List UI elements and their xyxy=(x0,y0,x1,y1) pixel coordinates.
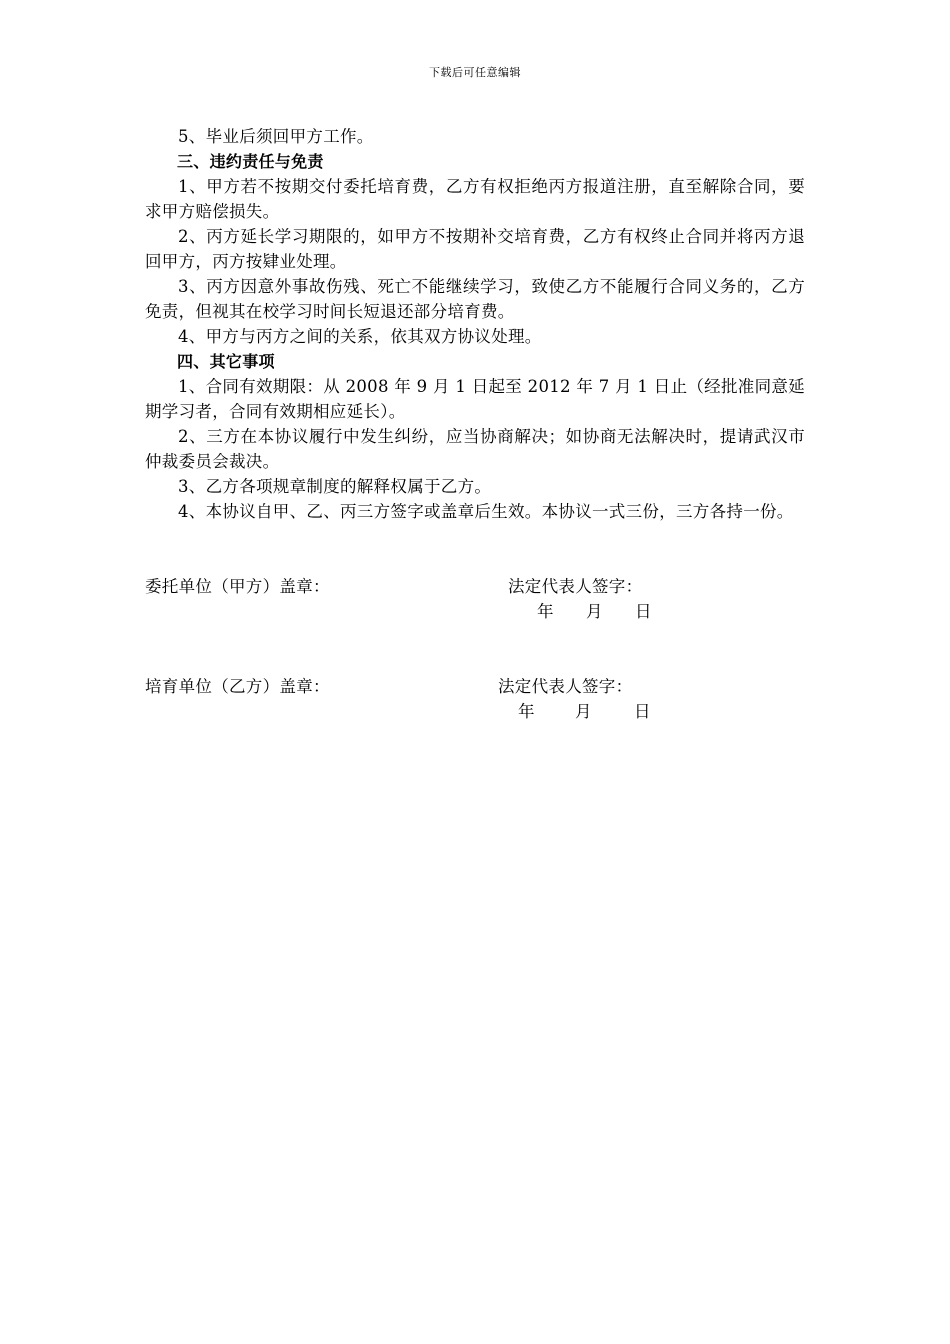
party-b-date-month: 月 xyxy=(575,702,592,721)
party-b-date-day: 日 xyxy=(634,702,651,721)
section-heading-liability: 三、违约责任与免责 xyxy=(177,152,324,171)
contract-body xyxy=(145,124,805,524)
paragraph-liability-1: 1、甲方若不按期交付委托培育费，乙方有权拒绝丙方报道注册，直至解除合同，要求甲方赔偿损失。 xyxy=(145,177,805,221)
party-a-date-day: 日 xyxy=(635,602,652,621)
paragraph-liability-2: 2、丙方延长学习期限的，如甲方不按期补交培育费，乙方有权终止合同并将丙方退回甲方，丙方按肄业处理。 xyxy=(145,227,805,271)
paragraph-other-1: 1、合同有效期限：从 2008 年 9 月 1 日起至 2012 年 7 月 1 日止（经批准同意延期学习者，合同有效期相应延长）。 xyxy=(145,377,805,421)
header-note: 下载后可任意编辑 xyxy=(429,66,521,79)
party-a-rep-signature-label: 法定代表人签字： xyxy=(508,577,643,596)
party-a-date-year: 年 xyxy=(537,602,554,621)
party-a-date-month: 月 xyxy=(586,602,603,621)
paragraph-other-2: 2、三方在本协议履行中发生纠纷，应当协商解决；如协商无法解决时，提请武汉市仲裁委员会裁决。 xyxy=(145,427,805,471)
paragraph-other-4: 4、本协议自甲、乙、丙三方签字或盖章后生效。本协议一式三份，三方各持一份。 xyxy=(178,502,794,521)
party-b-date-line xyxy=(518,699,651,724)
party-b-rep-signature-label: 法定代表人签字： xyxy=(498,677,633,696)
party-a-seal-label: 委托单位（甲方）盖章： xyxy=(145,577,330,596)
paragraph-liability-4: 4、甲方与丙方之间的关系，依其双方协议处理。 xyxy=(178,327,542,346)
paragraph-graduation-obligation: 5、毕业后须回甲方工作。 xyxy=(178,127,374,146)
paragraph-liability-3: 3、丙方因意外事故伤残、死亡不能继续学习，致使乙方不能履行合同义务的，乙方免责，但视其在校学习时间长短退还部分培育费。 xyxy=(145,277,805,321)
section-heading-other-matters: 四、其它事项 xyxy=(177,352,275,371)
party-b-date-year: 年 xyxy=(518,702,535,721)
party-b-seal-label: 培育单位（乙方）盖章： xyxy=(145,677,330,696)
party-a-date-line xyxy=(537,599,652,624)
paragraph-other-3: 3、乙方各项规章制度的解释权属于乙方。 xyxy=(178,477,492,496)
